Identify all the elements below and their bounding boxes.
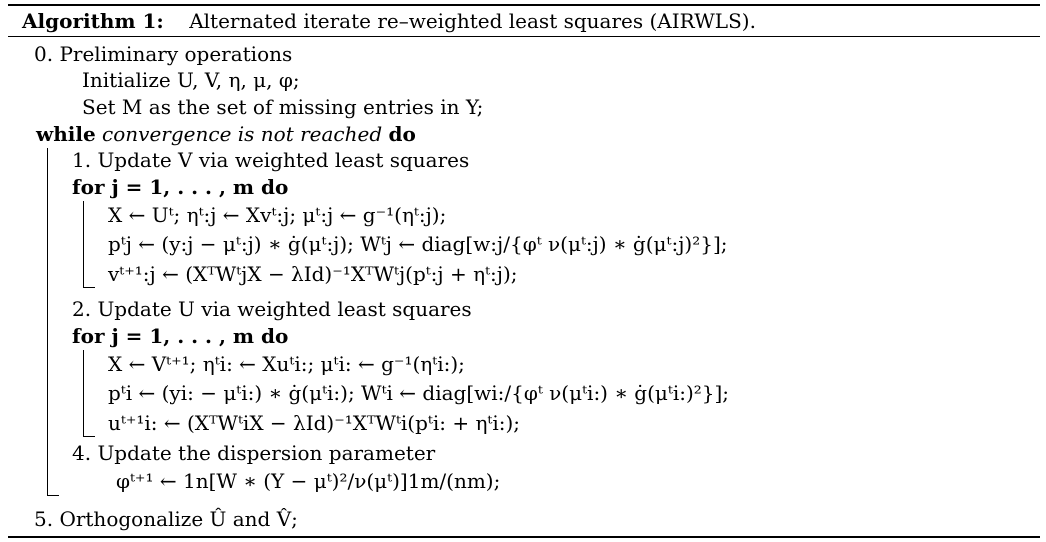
bottom-rule [8,536,1040,538]
algorithm-caption [22,9,756,33]
do-keyword: do [388,122,416,146]
caption-rule [8,36,1040,37]
phi-update-line: φᵗ⁺¹ ← 1n[W ∗ (Y − μᵗ)²/ν(μᵗ)]1m/(nm); [116,469,501,493]
step-0-heading: 0. Preliminary operations [34,42,293,66]
for-2-block-end [83,436,95,437]
for-1-line-2: pᵗj ← (y:j − μᵗ:j) ∗ ġ(μᵗ:j); Wᵗj ← diag[w:j/{φᵗ ν(μᵗ:j) ∗ ġ(μᵗ:j)²}]; [108,232,728,256]
step-1-heading: 1. Update V via weighted least squares [72,148,470,172]
while-keyword: while [36,122,96,146]
for-2-line-2: pᵗi ← (yi: − μᵗi:) ∗ ġ(μᵗi:); Wᵗi ← diag[wi:/{φᵗ ν(μᵗi:) ∗ ġ(μᵗi:)²}]; [108,381,730,405]
for-1-line-3: vᵗ⁺¹:j ← (XᵀWᵗjX − λId)⁻¹XᵀWᵗj(pᵗ:j + ηᵗ:j); [108,262,518,286]
step-2-heading: 2. Update U via weighted least squares [72,297,472,321]
caption-title: Alternated iterate re–weighted least squares (AIRWLS). [189,9,756,33]
caption-label: Algorithm 1: [22,9,164,33]
for-loop-1: for j = 1, . . . , m do [72,175,289,199]
while-block-bar [47,148,48,495]
step-4-heading: 4. Update the dispersion parameter [72,441,436,465]
for-2-line-3: uᵗ⁺¹i: ← (XᵀWᵗiX − λId)⁻¹XᵀWᵗi(pᵗi: + ηᵗi:); [108,411,521,435]
for-2-block-bar [83,350,84,436]
while-condition: convergence is not reached [102,122,383,146]
while-line [36,122,416,146]
for-2-line-1: X ← Vᵗ⁺¹; ηᵗi: ← Xuᵗi:; μᵗi: ← g⁻¹(ηᵗi:); [108,352,465,376]
for-1-block-bar [83,201,84,287]
init-line: Initialize U, V, η, μ, φ; [82,68,300,92]
for-loop-2: for j = 1, . . . , m do [72,324,289,348]
for-1-line-1: X ← Uᵗ; ηᵗ:j ← Xvᵗ:j; μᵗ:j ← g⁻¹(ηᵗ:j); [108,203,447,227]
while-block-end [47,495,59,496]
set-missing-line: Set M as the set of missing entries in Y; [82,95,484,119]
for-1-block-end [83,287,95,288]
step-5-heading: 5. Orthogonalize Û and V̂; [34,507,298,531]
algorithm-box [8,0,1040,538]
top-rule [8,4,1040,6]
